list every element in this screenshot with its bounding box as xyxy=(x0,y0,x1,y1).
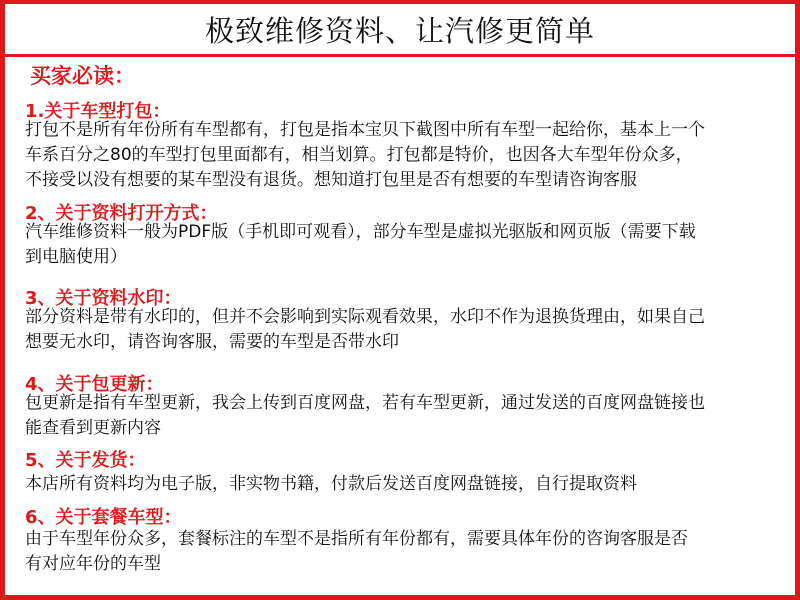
section-4-line-2: 能查看到更新内容 xyxy=(25,418,161,438)
section-4-line-1: 包更新是指有车型更新，我会上传到百度网盘，若有车型更新，通过发送的百度网盘链接也 xyxy=(25,393,705,413)
section-1-line-2: 车系百分之80的车型打包里面都有，相当划算。打包都是特价，也因各大车型年份众多， xyxy=(25,145,693,165)
section-1-line-3: 不接受以没有想要的某车型没有退货。想知道打包里是否有想要的车型请咨询客服 xyxy=(25,170,637,190)
section-1-heading: 1.关于车型打包： xyxy=(25,101,171,122)
section-4-heading: 4、关于包更新： xyxy=(25,374,164,395)
page-title: 极致维修资料、让汽修更简单 xyxy=(204,13,595,48)
section-5-line-1: 本店所有资料均为电子版，非实物书籍，付款后发送百度网盘链接，自行提取资料 xyxy=(25,474,637,494)
section-6-line-1: 由于车型年份众多，套餐标注的车型不是指所有年份都有，需要具体年份的咨询客服是否 xyxy=(25,529,688,549)
section-3-line-2: 想要无水印，请咨询客服，需要的车型是否带水印 xyxy=(25,332,399,352)
section-3-heading: 3、关于资料水印： xyxy=(25,288,182,309)
title-bar xyxy=(5,4,795,57)
section-3-line-1: 部分资料是带有水印的，但并不会影响到实际观看效果，水印不作为退换货理由，如果自己 xyxy=(25,307,705,327)
section-5-body xyxy=(25,472,785,497)
section-6-body xyxy=(25,527,785,577)
section-2-heading: 2、关于资料打开方式： xyxy=(25,203,218,224)
section-2-body xyxy=(25,220,785,270)
section-6-heading: 6、关于套餐车型： xyxy=(25,507,182,528)
section-6-line-2: 有对应年份的车型 xyxy=(25,554,161,574)
section-2-line-2: 到电脑使用） xyxy=(25,247,127,267)
section-3-body xyxy=(25,305,785,355)
buyer-notice-label: 买家必读： xyxy=(30,64,135,88)
section-1-line-1: 打包不是所有年份所有车型都有，打包是指本宝贝下截图中所有车型一起给你，基本上一个 xyxy=(25,120,705,140)
section-2-line-1: 汽车维修资料一般为PDF版（手机即可观看），部分车型是虚拟光驱版和网页版（需要下载 xyxy=(25,222,696,242)
section-4-body xyxy=(25,391,785,441)
section-1-body xyxy=(25,118,785,193)
section-5-heading: 5、关于发货： xyxy=(25,450,146,471)
